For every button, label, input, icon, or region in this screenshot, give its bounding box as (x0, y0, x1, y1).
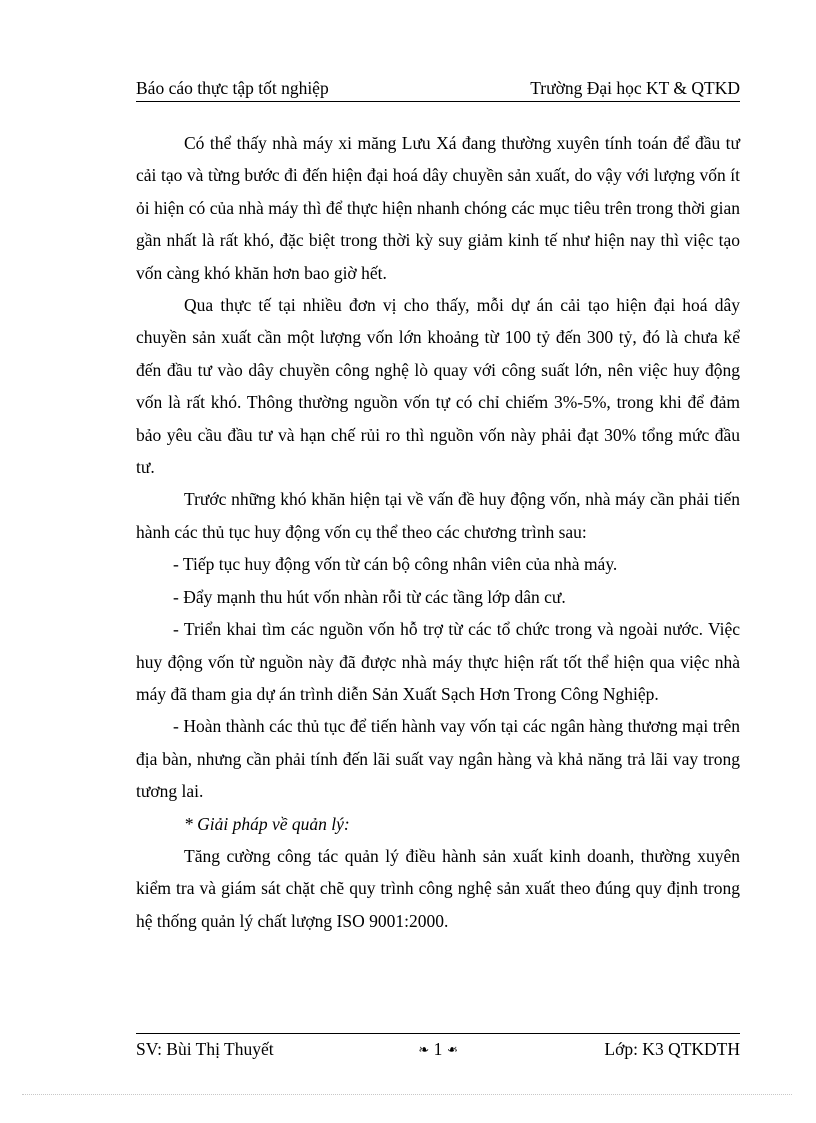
page-number: 1 (433, 1039, 443, 1059)
paragraph-4: Tăng cường công tác quản lý điều hành sản xuất kinh doanh, thường xuyên kiểm tra và giám sát chặt chẽ quy trình công nghệ sản xuất theo đúng quy định trong hệ thống quản lý chất lượng ISO 9001:2000. (136, 845, 740, 931)
paragraph-2: Qua thực tế tại nhiều đơn vị cho thấy, mỗi dự án cải tạo hiện đại hoá dây chuyền sản xuất cần một lượng vốn lớn khoảng từ 100 tỷ đến 300 tỷ, đó là chưa kể đến đầu tư vào dây chuyền công nghệ lò quay với công suất lớn, nên việc huy động vốn là rất khó. Thông thường nguồn vốn tự có chỉ chiếm 3%-5%, trong khi để đảm bảo yêu cầu đầu tư và hạn chế rủi ro thì nguồn vốn này phải đạt 30% tổng mức đầu tư. (136, 295, 740, 478)
footer-class: Lớp: K3 QTKDTH (604, 1039, 740, 1059)
page-edge-divider (22, 1094, 792, 1095)
footer-student-name: SV: Bùi Thị Thuyết (136, 1039, 274, 1059)
list-item: - Đẩy mạnh thu hút vốn nhàn rỗi từ các tầng lớp dân cư. (173, 586, 566, 607)
page-footer (136, 1033, 740, 1060)
paragraph-3: Trước những khó khăn hiện tại về vấn đề huy động vốn, nhà máy cần phải tiến hành các thủ tục huy động vốn cụ thể theo các chương trình sau: (136, 489, 740, 542)
section-heading: * Giải pháp về quản lý: (184, 813, 350, 834)
header-university: Trường Đại học KT & QTKD (530, 78, 740, 98)
page-header (136, 77, 740, 102)
list-item: - Hoàn thành các thủ tục để tiến hành vay vốn tại các ngân hàng thương mại trên địa bàn, nhưng cần phải tính đến lãi suất vay ngân hàng và khả năng trả lãi vay trong tương lai. (136, 716, 740, 802)
left-ornament-icon: ❧ (418, 1042, 430, 1058)
right-ornament-icon: ❧ (446, 1042, 458, 1058)
paragraph-1: Có thể thấy nhà máy xi măng Lưu Xá đang thường xuyên tính toán để đầu tư cải tạo và từng bước đi đến hiện đại hoá dây chuyền sản xuất, do vậy với lượng vốn ít ỏi hiện có của nhà máy thì để thực hiện nhanh chóng các mục tiêu trên trong thời gian gần nhất là rất khó, đặc biệt trong thời kỳ suy giảm kinh tế như hiện nay thì việc tạo vốn càng khó khăn hơn bao giờ hết. (136, 133, 740, 283)
list-item: - Triển khai tìm các nguồn vốn hỗ trợ từ các tổ chức trong và ngoài nước. Việc huy động vốn từ nguồn này đã được nhà máy thực hiện rất tốt thể hiện qua việc nhà máy đã tham gia dự án trình diễn Sản Xuất Sạch Hơn Trong Công Nghiệp. (136, 619, 740, 704)
document-body (136, 127, 740, 937)
list-item: - Tiếp tục huy động vốn từ cán bộ công nhân viên của nhà máy. (173, 554, 618, 575)
header-report-title: Báo cáo thực tập tốt nghiệp (136, 78, 329, 98)
